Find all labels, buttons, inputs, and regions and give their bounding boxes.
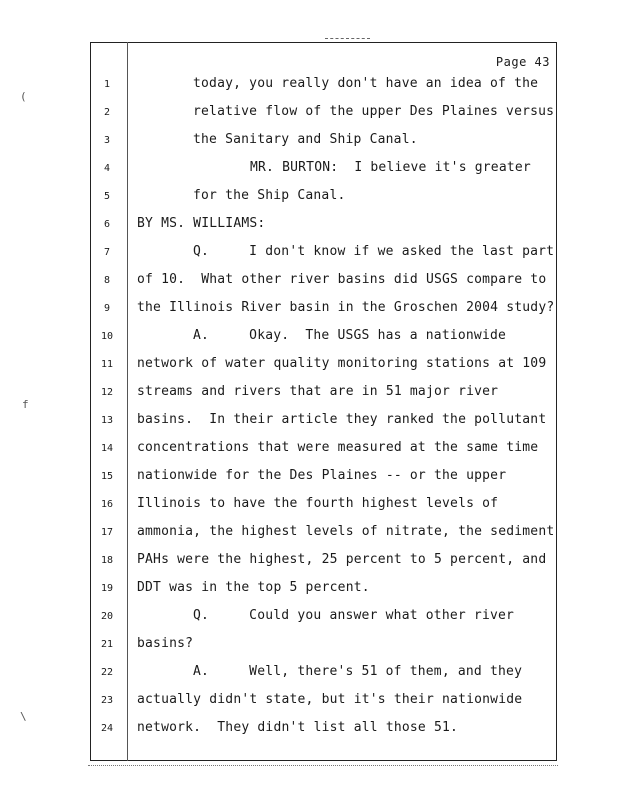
line-text: for the Ship Canal. — [193, 188, 346, 203]
margin-smudge-mark: \ — [20, 710, 27, 723]
transcript-line — [0, 300, 560, 320]
line-number: 21 — [100, 639, 114, 650]
line-text: ammonia, the highest levels of nitrate, the sediment — [137, 524, 555, 539]
transcript-line — [0, 132, 560, 152]
transcript-line — [0, 524, 560, 544]
line-text: streams and rivers that are in 51 major river — [137, 384, 499, 399]
transcript-line — [0, 580, 560, 600]
line-text: Q. I don't know if we asked the last part — [193, 244, 555, 259]
line-number: 5 — [103, 191, 111, 202]
line-number: 8 — [103, 275, 111, 286]
line-text: Q. Could you answer what other river — [193, 608, 515, 623]
line-number: 6 — [103, 219, 111, 230]
transcript-line — [0, 104, 560, 124]
transcript-line — [0, 608, 560, 628]
transcript-line — [0, 384, 560, 404]
line-number: 1 — [103, 79, 111, 90]
line-number: 13 — [100, 415, 114, 426]
line-text: of 10. What other river basins did USGS compare to — [137, 272, 547, 287]
line-number: 15 — [100, 471, 114, 482]
line-number: 22 — [100, 667, 114, 678]
line-text: Illinois to have the fourth highest levels of — [137, 496, 499, 511]
line-text: A. Well, there's 51 of them, and they — [193, 664, 523, 679]
line-text: network. They didn't list all those 51. — [137, 720, 459, 735]
line-number: 3 — [103, 135, 111, 146]
line-text: network of water quality monitoring stations at 109 — [137, 356, 547, 371]
line-text: basins. In their article they ranked the pollutant — [137, 412, 547, 427]
line-number: 17 — [100, 527, 114, 538]
line-text: basins? — [137, 636, 194, 651]
line-text: DDT was in the top 5 percent. — [137, 580, 370, 595]
line-number: 24 — [100, 723, 114, 734]
transcript-line — [0, 160, 560, 180]
transcript-line — [0, 664, 560, 684]
transcript-line — [0, 412, 560, 432]
transcript-line — [0, 692, 560, 712]
scan-artifact-bottom — [88, 765, 558, 769]
transcript-line — [0, 272, 560, 292]
line-text: relative flow of the upper Des Plaines versus — [193, 104, 555, 119]
line-number: 16 — [100, 499, 114, 510]
line-number: 2 — [103, 107, 111, 118]
line-text: A. Okay. The USGS has a nationwide — [193, 328, 507, 343]
line-text: PAHs were the highest, 25 percent to 5 percent, and — [137, 552, 547, 567]
transcript-line — [0, 440, 560, 460]
scan-artifact-top — [325, 38, 370, 41]
line-number: 11 — [100, 359, 114, 370]
line-number: 12 — [100, 387, 114, 398]
line-text: the Sanitary and Ship Canal. — [193, 132, 418, 147]
transcript-line — [0, 188, 560, 208]
page-number: Page 43 — [495, 55, 550, 69]
transcript-line — [0, 720, 560, 740]
line-text: actually didn't state, but it's their nationwide — [137, 692, 523, 707]
line-number: 19 — [100, 583, 114, 594]
transcript-line — [0, 76, 560, 96]
transcript-line — [0, 356, 560, 376]
margin-smudge-mark: f — [22, 398, 29, 411]
line-number: 7 — [103, 247, 111, 258]
line-text: MR. BURTON: I believe it's greater — [250, 160, 531, 175]
transcript-line — [0, 328, 560, 348]
transcript-line — [0, 216, 560, 236]
transcript-line — [0, 496, 560, 516]
line-text: BY MS. WILLIAMS: — [137, 216, 266, 231]
line-text: nationwide for the Des Plaines -- or the upper — [137, 468, 507, 483]
line-number: 10 — [100, 331, 114, 342]
transcript-line — [0, 636, 560, 656]
transcript-line — [0, 468, 560, 488]
line-number: 14 — [100, 443, 114, 454]
line-text: today, you really don't have an idea of the — [193, 76, 539, 91]
line-number: 4 — [103, 163, 111, 174]
line-text: the Illinois River basin in the Groschen 2004 study? — [137, 300, 555, 315]
line-number: 9 — [103, 303, 111, 314]
margin-smudge-mark: ( — [20, 90, 27, 103]
line-text: concentrations that were measured at the same time — [137, 440, 539, 455]
line-number: 23 — [100, 695, 114, 706]
transcript-line — [0, 552, 560, 572]
line-number: 18 — [100, 555, 114, 566]
transcript-line — [0, 244, 560, 264]
line-number: 20 — [100, 611, 114, 622]
